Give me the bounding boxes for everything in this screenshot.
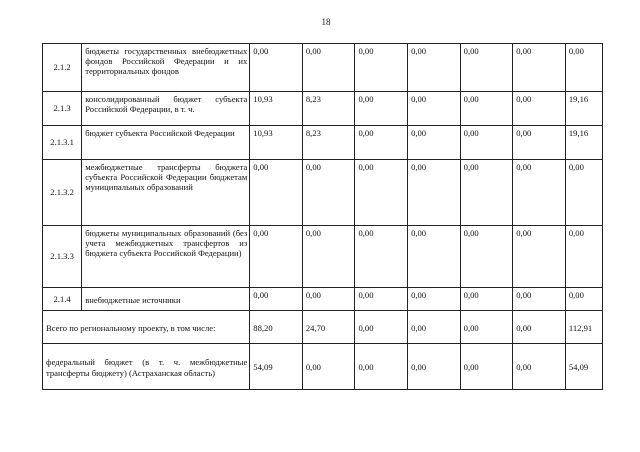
value-cell: 0,00: [513, 92, 566, 126]
total-row: [43, 311, 603, 344]
value-cell: 0,00: [355, 160, 408, 226]
value-cell: 10,93: [250, 126, 303, 160]
row-code: 2.1.4: [43, 288, 82, 311]
value-cell: 0,00: [460, 160, 513, 226]
total-description: Всего по региональному проекту, в том числе:: [43, 311, 250, 344]
page-number: 18: [321, 17, 331, 27]
value-cell: 0,00: [302, 344, 355, 390]
value-cell: 0,00: [408, 92, 461, 126]
value-cell: 0,00: [565, 226, 602, 288]
row-description: бюджеты государственных внебюджетных фондов Российской Федерации и их территориальных фондов: [82, 44, 250, 92]
value-cell: 0,00: [355, 288, 408, 311]
row-description: бюджеты муниципальных образований (без учета межбюджетных трансфертов из бюджета субъекта Российской Федерации): [82, 226, 250, 288]
total-row: [43, 344, 603, 390]
value-cell: 0,00: [513, 344, 566, 390]
value-cell: 0,00: [460, 311, 513, 344]
row-code: 2.1.3.3: [43, 226, 82, 288]
value-cell: 0,00: [302, 160, 355, 226]
value-cell: 0,00: [302, 44, 355, 92]
value-cell: 0,00: [460, 226, 513, 288]
value-cell: 0,00: [408, 44, 461, 92]
value-cell: 0,00: [408, 160, 461, 226]
row-code: 2.1.3: [43, 92, 82, 126]
value-cell: 0,00: [355, 226, 408, 288]
value-cell: 0,00: [302, 226, 355, 288]
value-cell: 24,70: [302, 311, 355, 344]
value-cell: 0,00: [355, 126, 408, 160]
row-code: 2.1.3.1: [43, 126, 82, 160]
table-row: [43, 288, 603, 311]
value-cell: 0,00: [250, 44, 303, 92]
budget-table: [42, 43, 603, 390]
value-cell: 0,00: [250, 160, 303, 226]
value-cell: 0,00: [513, 288, 566, 311]
value-cell: 0,00: [460, 344, 513, 390]
value-cell: 0,00: [513, 160, 566, 226]
value-cell: 8,23: [302, 92, 355, 126]
value-cell: 0,00: [565, 44, 602, 92]
value-cell: 0,00: [513, 226, 566, 288]
value-cell: 0,00: [250, 226, 303, 288]
value-cell: 0,00: [355, 344, 408, 390]
row-code: 2.1.3.2: [43, 160, 82, 226]
row-description: внебюджетные источники: [82, 288, 250, 311]
value-cell: 0,00: [513, 44, 566, 92]
table-row: [43, 44, 603, 92]
value-cell: 0,00: [565, 288, 602, 311]
value-cell: 0,00: [355, 92, 408, 126]
value-cell: 19,16: [565, 126, 602, 160]
value-cell: 19,16: [565, 92, 602, 126]
value-cell: 112,91: [565, 311, 602, 344]
value-cell: 0,00: [460, 288, 513, 311]
value-cell: 0,00: [355, 311, 408, 344]
value-cell: 0,00: [302, 288, 355, 311]
value-cell: 0,00: [250, 288, 303, 311]
value-cell: 0,00: [408, 344, 461, 390]
value-cell: 54,09: [250, 344, 303, 390]
value-cell: 0,00: [460, 126, 513, 160]
value-cell: 0,00: [513, 311, 566, 344]
value-cell: 88,20: [250, 311, 303, 344]
value-cell: 0,00: [408, 226, 461, 288]
total-description: федеральный бюджет (в т. ч. межбюджетные трансферты бюджету) (Астраханская область): [43, 344, 250, 390]
value-cell: 10,93: [250, 92, 303, 126]
table-row: [43, 226, 603, 288]
value-cell: 0,00: [408, 288, 461, 311]
value-cell: 54,09: [565, 344, 602, 390]
table-row: [43, 160, 603, 226]
value-cell: 0,00: [460, 44, 513, 92]
row-description: консолидированный бюджет субъекта Российской Федерации, в т. ч.: [82, 92, 250, 126]
value-cell: 0,00: [513, 126, 566, 160]
table-row: [43, 126, 603, 160]
value-cell: 0,00: [565, 160, 602, 226]
row-description: межбюджетные трансферты бюджета субъекта Российской Федерации бюджетам муниципальных образований: [82, 160, 250, 226]
value-cell: 8,23: [302, 126, 355, 160]
value-cell: 0,00: [460, 92, 513, 126]
row-code: 2.1.2: [43, 44, 82, 92]
value-cell: 0,00: [355, 44, 408, 92]
value-cell: 0,00: [408, 311, 461, 344]
table-row: [43, 92, 603, 126]
row-description: бюджет субъекта Российской Федерации: [82, 126, 250, 160]
value-cell: 0,00: [408, 126, 461, 160]
